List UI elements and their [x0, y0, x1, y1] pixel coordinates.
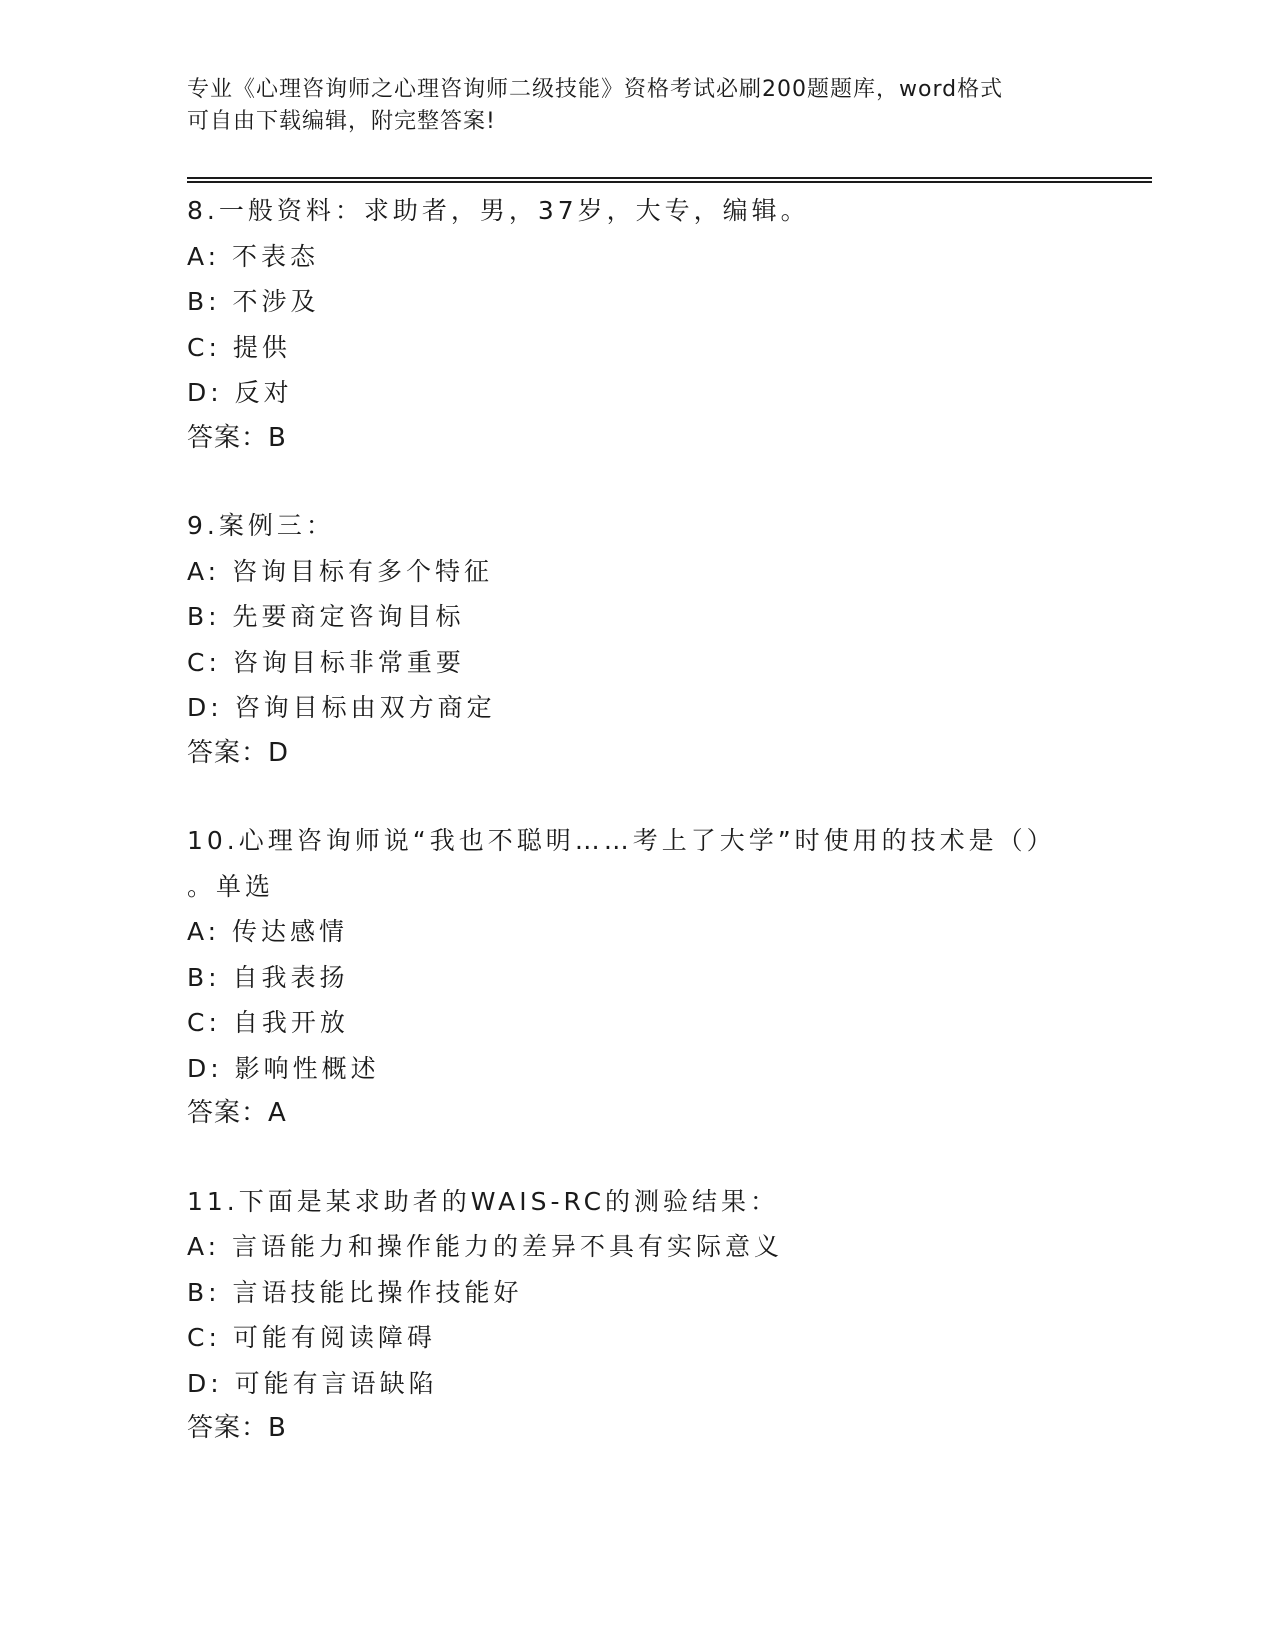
- option-b: B: 自我表扬: [187, 962, 349, 992]
- option-a: A: 不表态: [187, 241, 320, 271]
- question-item: [187, 1179, 1152, 1452]
- question-stem-continued: 。单选: [187, 871, 275, 901]
- document-header: [187, 74, 1067, 138]
- header-line: 可自由下载编辑，附完整答案!: [187, 109, 496, 134]
- option-a: A: 咨询目标有多个特征: [187, 556, 494, 586]
- answer-label: 答案：D: [187, 737, 290, 768]
- question-stem: 11.下面是某求助者的WAIS-RC的测验结果：: [187, 1186, 780, 1216]
- option-c: C: 自我开放: [187, 1008, 349, 1037]
- option-a: A: 传达感情: [187, 917, 349, 946]
- option-d: D: 反对: [187, 378, 293, 407]
- option-c: C: 提供: [187, 332, 291, 362]
- question-item: [187, 503, 1152, 776]
- header-line: 专业《心理咨询师之心理咨询师二级技能》资格考试必刷200题题库，word格式: [187, 77, 1004, 102]
- option-d: D: 影响性概述: [187, 1053, 380, 1083]
- question-item: [187, 818, 1152, 1137]
- answer-label: 答案：B: [187, 422, 287, 453]
- option-d: D: 咨询目标由双方商定: [187, 693, 496, 722]
- option-b: B: 言语技能比操作技能好: [187, 1277, 523, 1307]
- question-item: [187, 188, 1152, 461]
- option-c: C: 咨询目标非常重要: [187, 647, 465, 677]
- option-c: C: 可能有阅读障碍: [187, 1323, 436, 1352]
- answer-label: 答案：A: [187, 1098, 287, 1128]
- answer-label: 答案：B: [187, 1413, 287, 1443]
- option-b: B: 不涉及: [187, 287, 320, 316]
- divider-line: [187, 177, 1152, 179]
- option-a: A: 言语能力和操作能力的差异不具有实际意义: [187, 1232, 784, 1261]
- divider-line: [187, 181, 1152, 183]
- header-divider: [187, 177, 1152, 183]
- question-stem: 8.一般资料：求助者，男，37岁，大专，编辑。: [187, 196, 810, 225]
- question-list: [187, 188, 1152, 1494]
- option-b: B: 先要商定咨询目标: [187, 602, 465, 631]
- option-d: D: 可能有言语缺陷: [187, 1368, 438, 1398]
- question-stem: 10.心理咨询师说“我也不聪明……考上了大学”时使用的技术是（）: [187, 826, 1056, 855]
- question-stem: 9.案例三：: [187, 511, 335, 540]
